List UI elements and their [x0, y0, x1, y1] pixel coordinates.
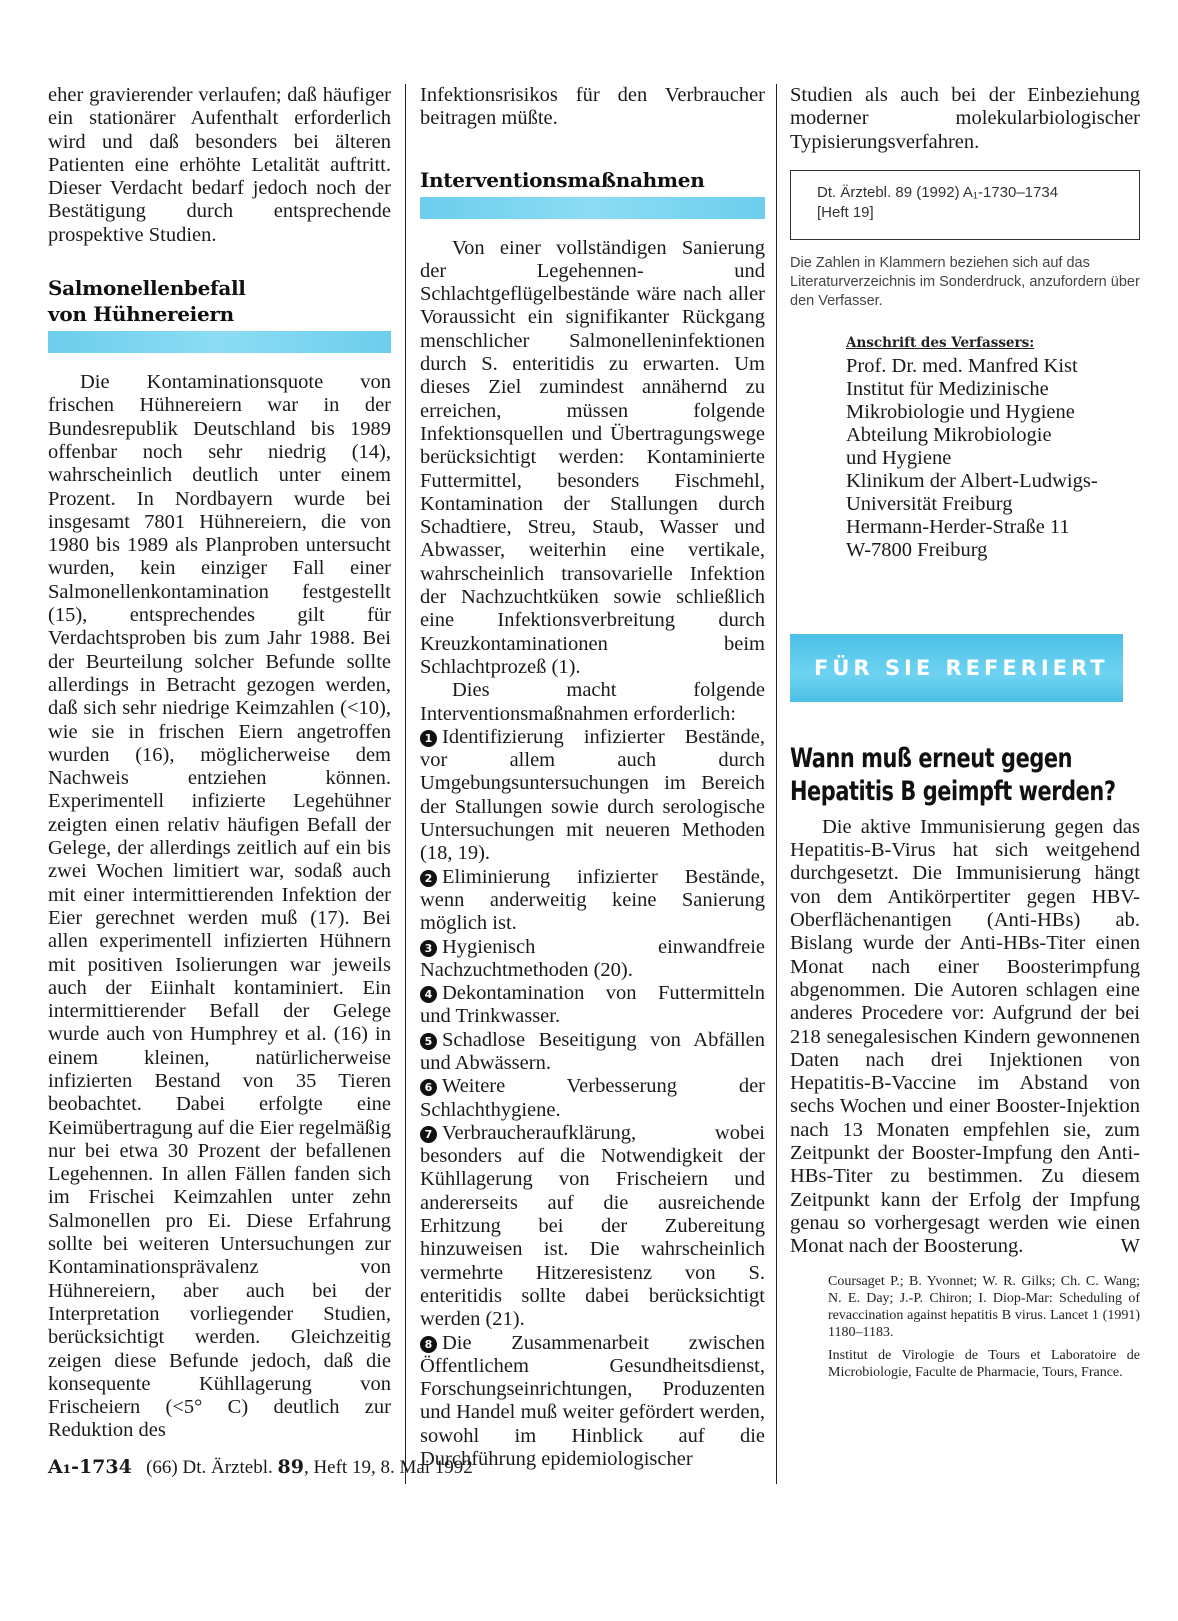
heading-bar — [420, 197, 765, 219]
citation-line: [Heft 19] — [817, 203, 874, 221]
address-line: Prof. Dr. med. Manfred Kist — [846, 354, 1078, 377]
author-address — [846, 355, 1140, 562]
citation-box — [790, 170, 1140, 240]
article-body: Die aktive Immunisierung gegen das Hepatitis-B-Virus hat sich weitgehend durchgesetzt. Die Immunisierung hängt von dem Antikörpertiter gegen HBV-Oberflächenantigen (Anti-HBs) ab. Bislang wurde der Anti-HBs-Titer einen Monat nach einer Boosterimpfung abgenommen. Die Autoren schlagen eine anderes Procedere vor: Aufgrund der bei 218 senegalesischen Kindern gewonnenen Daten nach drei Injektionen von Hepatitis-B-Vaccine im Abstand von sechs Wochen und einer Booster-Injektion nach 13 Monaten empfehlen sie, zum Zeitpunkt der Booster-Impfung den Anti-HBs-Titer zu bestimmen. Zu diesem Zeitpunkt kann der Erfolg der Impfung genau so vorhergesagt werden wie einen Monat nach der Boosterung. W — [790, 815, 1140, 1258]
number-badge: 3 — [420, 940, 437, 957]
column-1 — [48, 84, 391, 1443]
address-line: Institut für Medizinische — [846, 377, 1049, 400]
list-item: 4 Dekontamination von Futtermitteln und Trinkwasser. — [420, 982, 765, 1028]
list-item: 6 Weitere Verbesserung der Schlachthygiene. — [420, 1075, 765, 1121]
list-item: 3 Hygienisch einwandfreie Nachzuchtmethoden (20). — [420, 935, 765, 981]
page-number: A₁-1734 — [48, 1456, 132, 1478]
column-divider — [405, 84, 406, 1484]
reference-institution: Institut de Virologie de Tours et Laboratoire de Microbiologie, Faculte de Pharmacie, Tours, France. — [828, 1347, 1140, 1380]
journal-issue: , Heft 19, 8. Mai 1992 — [303, 1457, 473, 1478]
number-badge: 7 — [420, 1126, 437, 1143]
list-item: 2 Eliminierung infizierter Bestände, wenn anderweitig keine Sanierung möglich ist. — [420, 865, 765, 935]
column-2 — [420, 84, 765, 1471]
intro-paragraph: eher gravierender verlaufen; daß häufiger ein stationärer Aufenthalt erforderlich wird und daß besonders bei älteren Patienten eine erhöhte Letalität auftritt. Dieser Verdacht bedarf jedoch noch der Bestätigung durch entsprechende prospektive Studien. — [48, 84, 391, 246]
column-divider — [776, 84, 777, 1484]
list-item: 1 Identifizierung infizierter Bestände, vor allem auch durch Umgebungsuntersuchungen im Bereich der Stallungen sowie durch serologische Untersuchungen mit neueren Methoden (18, 19). — [420, 725, 765, 865]
page-footer — [48, 1456, 473, 1479]
address-line: Mikrobiologie und Hygiene — [846, 400, 1075, 423]
section-banner — [790, 634, 1123, 702]
section-heading: Interventionsmaßnahmen — [420, 167, 705, 192]
list-item: 8 Die Zusammenarbeit zwischen Öffentlichem Gesundheitsdienst, Forschungseinrichtungen, Produzenten und Handel muß weiter gefördert werden, sowohl im Hinblick auf die Durchführung epidemiologischer — [420, 1331, 765, 1471]
address-line: Universität Freiburg — [846, 492, 1013, 515]
number-badge: 1 — [420, 730, 437, 747]
body-paragraph: Von einer vollständigen Sanierung der Legehennen- und Schlachtgeflügelbestände wäre nach aller Voraussicht ein signifikanter Rückgang menschlicher Salmonelleninfektionen durch S. enteritidis zu erwarten. Um dieses Ziel zumindest annähernd zu erreichen, müssen folgende Infektionsquellen und Übertragungswege berücksichtigt werden: Kontaminierte Futtermittel, besonders Fischmehl, Kontamination der Stallungen durch Schadtiere, Streu, Staub, Wasser und Abwasser, weiterhin eine vertikale, wahrscheinlich transovarielle Infektion der Nachzuchtküken sowie schließlich eine Infektionsverbreitung durch Kreuzkontaminationen beim Schlachtprozeß (1). — [420, 236, 765, 678]
address-line: Hermann-Herder-Straße 11 — [846, 515, 1070, 538]
article-title: Wann muß erneut gegen Hepatitis B geimpft werden? — [790, 742, 1116, 807]
body-paragraph: Die Kontaminationsquote von frischen Hühnereiern war in der Bundesrepublik Deutschland bis 1989 offenbar noch sehr niedrig (14), wahrscheinlich deutlich unter einem Prozent. In Nordbayern wurde bei insgesamt 7801 Hühnereiern, die von 1980 bis 1989 als Planproben untersucht wurden, kein einziger Fall einer Salmonellenkontamination festgestellt (15), entsprechendes gilt für Verdachtsproben bis zum Jahr 1988. Bei der Beurteilung solcher Befunde sollte allerdings in Betracht gezogen werden, daß sich sehr niedrige Keimzahlen (<10), wie sie in frischen Eiern angetroffen wurden (16), möglicherweise dem Nachweis entziehen können. Experimentell infizierte Legehühner zeigten einen relativ häufigen Befall der Gelege, der allerdings zeitlich auf ein bis zwei Wochen limitiert war, sodaß auch mit einer intermittierenden Infektion der Eier gerechnet werden muß (17). Bei allen experimentell infizierten Hühnern mit positiven Isolierungen war jeweils auch der Eiinhalt kontaminiert. Ein intermittierender Befall der Gelege wurde auch von Humphrey et al. (16) in einem kleinen, natürlicherweise infizierten Bestand von 35 Tieren beobachtet. Dabei erfolgte eine Keimübertragung auf die Eier regelmäßig nur bei etwa 30 Prozent der befallenen Legehennen. In allen Fällen fanden sich im Frischei Keimzahlen unter zehn Salmonellen pro Ei. Diese Erfahrung sollte bei weiteren Untersuchungen zur Kontaminationsprävalenz von Hühnereiern, aber auch bei der Interpretation vorliegender Studien, berücksichtigt werden. Gleichzeitig zeigen diese Befunde jedoch, daß die konsequente Kühllagerung von Frischeiern (<5° C) deutlich zur Reduktion des — [48, 371, 391, 1442]
number-badge: 2 — [420, 870, 437, 887]
list-item: 5 Schadlose Beseitigung von Abfällen und Abwässern. — [420, 1028, 765, 1074]
number-badge: 8 — [420, 1336, 437, 1353]
number-badge: 5 — [420, 1033, 437, 1050]
measures-list — [420, 726, 765, 1472]
banner-label: FÜR SIE REFERIERT — [814, 655, 1109, 680]
lead-paragraph: Dies macht folgende Interventionsmaßnahmen erforderlich: — [420, 679, 765, 725]
number-badge: 6 — [420, 1079, 437, 1096]
address-line: Abteilung Mikrobiologie — [846, 423, 1052, 446]
citation-line: Dt. Ärztebl. 89 (1992) A₁-1730–1734 — [817, 183, 1059, 201]
volume: 89 — [277, 1456, 304, 1478]
number-badge: 4 — [420, 986, 437, 1003]
reference-citation: Coursaget P.; B. Yvonnet; W. R. Gilks; Ch. C. Wang; N. E. Day; J.-P. Chiron; I. Diop-Mar: Scheduling of revaccination against hepatitis B virus. Lancet 1 (1991) 1180–1183. — [828, 1273, 1140, 1340]
address-line: Klinikum der Albert-Ludwigs- — [846, 469, 1098, 492]
heading-bar — [48, 331, 391, 353]
intro-paragraph: Infektionsrisikos für den Verbraucher beitragen müßte. — [420, 84, 765, 130]
list-item: 7 Verbraucheraufklärung, wobei besonders auf die Notwendigkeit der Kühllagerung von Frischeiern und andererseits auf die ausreichende Erhitzung bei der Zubereitung hinzuweisen ist. Die wahrscheinlich vermehrte Hitzeresistenz von S. enteritidis sollte dabei berücksichtigt werden (21). — [420, 1121, 765, 1331]
section-heading: Salmonellenbefall von Hühnereiern — [48, 276, 246, 327]
reference-note: Die Zahlen in Klammern beziehen sich auf das Literaturverzeichnis im Sonderdruck, anzufordern über den Verfasser. — [790, 254, 1140, 309]
journal-ref: (66) Dt. Ärztebl. — [146, 1457, 278, 1478]
address-line: und Hygiene — [846, 446, 952, 469]
column-3 — [790, 84, 1140, 1381]
address-line: W-7800 Freiburg — [846, 538, 988, 561]
author-initial: W — [1120, 1235, 1140, 1258]
intro-paragraph: Studien als auch bei der Einbeziehung moderner molekularbiologischer Typisierungsverfahren. — [790, 84, 1140, 153]
address-label: Anschrift des Verfassers: — [846, 334, 1035, 351]
